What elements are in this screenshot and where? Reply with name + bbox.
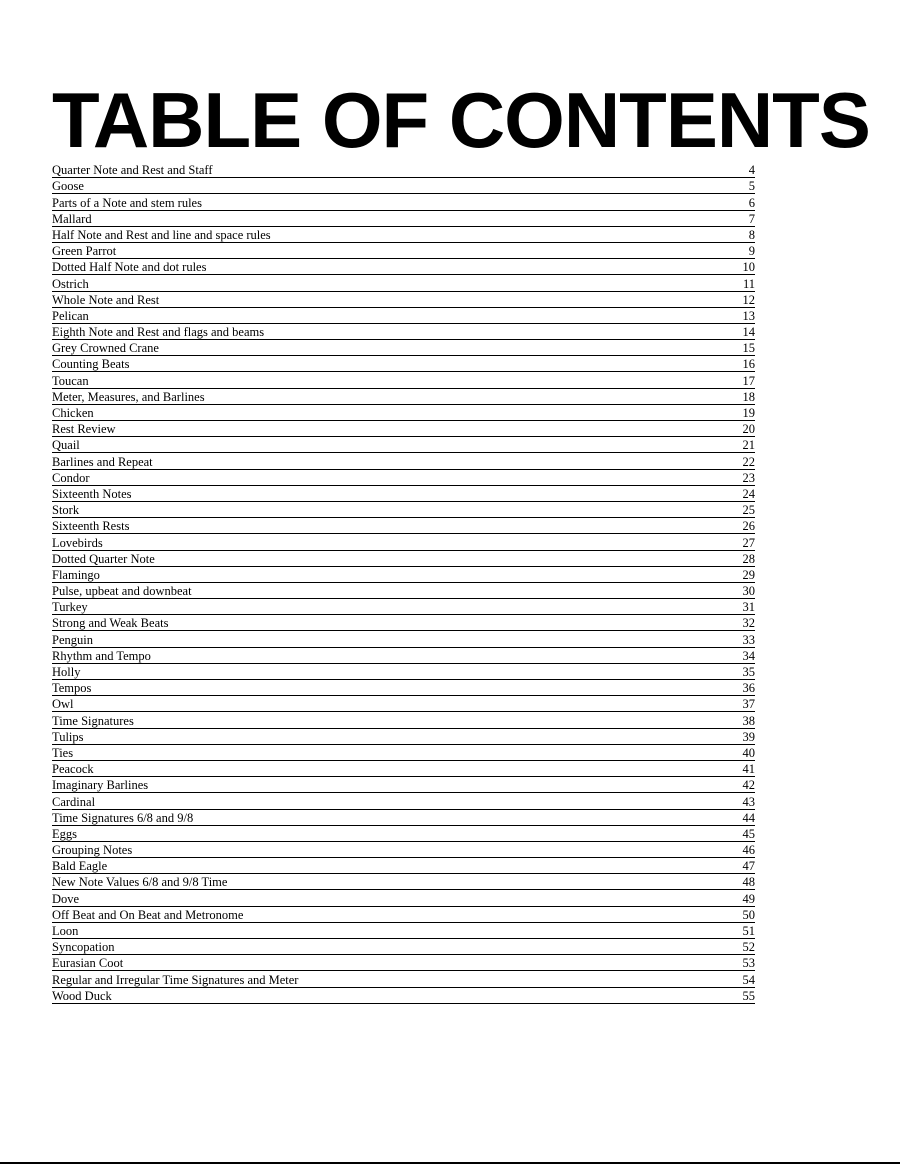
- toc-entry-label: Parts of a Note and stem rules: [52, 195, 202, 210]
- toc-entry[interactable]: [52, 988, 755, 1004]
- toc-entry[interactable]: [52, 680, 755, 696]
- toc-entry-page-number: 18: [742, 389, 755, 404]
- toc-entry-page-number: 25: [742, 503, 755, 518]
- toc-entry-label: Bald Eagle: [52, 859, 108, 874]
- toc-entry-page-number: 7: [748, 211, 755, 226]
- toc-entry-label: Cardinal: [52, 794, 96, 809]
- toc-entry-label: Grey Crowned Crane: [52, 341, 159, 356]
- toc-entry-page-number: 47: [742, 859, 755, 874]
- toc-entry[interactable]: [52, 923, 755, 939]
- toc-entry-label: Off Beat and On Beat and Metronome: [52, 907, 244, 922]
- toc-entry-page-number: 37: [742, 697, 755, 712]
- toc-entry-label: Pulse, upbeat and downbeat: [52, 584, 192, 599]
- toc-entry[interactable]: [52, 453, 755, 469]
- toc-entry-label: Half Note and Rest and line and space rules: [52, 227, 271, 242]
- toc-entry[interactable]: [52, 939, 755, 955]
- toc-entry-page-number: 55: [742, 988, 755, 1003]
- toc-entry-page-number: 11: [742, 276, 755, 291]
- toc-entry[interactable]: [52, 486, 755, 502]
- toc-entry-page-number: 50: [742, 907, 755, 922]
- toc-entry[interactable]: [52, 437, 755, 453]
- page-title: TABLE OF CONTENTS: [52, 76, 870, 164]
- toc-entry-label: Wood Duck: [52, 988, 112, 1003]
- toc-entry[interactable]: [52, 890, 755, 906]
- toc-entry-label: Peacock: [52, 762, 94, 777]
- toc-entry[interactable]: [52, 356, 755, 372]
- toc-entry-page-number: 39: [742, 729, 755, 744]
- toc-entry-page-number: 24: [742, 486, 755, 501]
- toc-entry-label: Stork: [52, 503, 80, 518]
- toc-entry-page-number: 22: [742, 454, 755, 469]
- toc-entry-page-number: 32: [742, 616, 755, 631]
- toc-entry[interactable]: [52, 907, 755, 923]
- toc-entry-label: Penguin: [52, 632, 93, 647]
- toc-entry-label: Strong and Weak Beats: [52, 616, 169, 631]
- toc-entry-label: Quail: [52, 438, 80, 453]
- toc-entry[interactable]: [52, 777, 755, 793]
- toc-entry-label: Toucan: [52, 373, 89, 388]
- toc-entry-label: Turkey: [52, 600, 88, 615]
- toc-entry[interactable]: [52, 308, 755, 324]
- toc-entry[interactable]: [52, 696, 755, 712]
- toc-entry-page-number: 16: [742, 357, 755, 372]
- toc-entry[interactable]: [52, 178, 755, 194]
- toc-entry-label: Regular and Irregular Time Signatures and Meter: [52, 972, 299, 987]
- toc-entry[interactable]: [52, 518, 755, 534]
- toc-entry-page-number: 31: [742, 600, 755, 615]
- toc-entry-label: Tulips: [52, 729, 84, 744]
- toc-entry[interactable]: [52, 615, 755, 631]
- toc-entry-label: Eggs: [52, 826, 77, 841]
- toc-entry-page-number: 36: [742, 681, 755, 696]
- toc-entry-page-number: 5: [748, 179, 755, 194]
- toc-entry[interactable]: [52, 534, 755, 550]
- toc-entry-page-number: 33: [742, 632, 755, 647]
- toc-entry[interactable]: [52, 648, 755, 664]
- toc-entry-page-number: 19: [742, 406, 755, 420]
- toc-entry-label: Lovebirds: [52, 535, 103, 550]
- toc-entry[interactable]: [52, 421, 755, 437]
- toc-entry-page-number: 12: [742, 292, 755, 307]
- toc-entry-label: Flamingo: [52, 567, 100, 582]
- toc-entry[interactable]: [52, 259, 755, 275]
- toc-list: [52, 162, 755, 1004]
- toc-entry-page-number: 43: [742, 794, 755, 809]
- toc-entry-label: Mallard: [52, 211, 92, 226]
- toc-entry[interactable]: [52, 275, 755, 291]
- toc-entry[interactable]: [52, 810, 755, 826]
- toc-entry-page-number: 6: [748, 195, 755, 210]
- toc-entry-page-number: 41: [742, 762, 755, 777]
- toc-entry[interactable]: [52, 502, 755, 518]
- toc-entry-page-number: 45: [742, 826, 755, 841]
- toc-entry-label: Rhythm and Tempo: [52, 648, 151, 663]
- toc-entry[interactable]: [52, 631, 755, 647]
- toc-entry-page-number: 4: [748, 163, 755, 178]
- toc-entry[interactable]: [52, 567, 755, 583]
- toc-entry[interactable]: [52, 470, 755, 486]
- toc-entry-label: Ostrich: [52, 276, 89, 291]
- toc-entry-page-number: 46: [742, 843, 755, 858]
- toc-entry[interactable]: [52, 729, 755, 745]
- toc-entry-label: Chicken: [52, 406, 94, 420]
- toc-entry-label: Time Signatures: [52, 713, 134, 728]
- toc-entry-page-number: 40: [742, 745, 755, 760]
- toc-entry-label: Rest Review: [52, 422, 116, 437]
- toc-entry[interactable]: [52, 227, 755, 243]
- toc-entry[interactable]: [52, 874, 755, 890]
- toc-entry-page-number: 28: [742, 551, 755, 566]
- toc-entry[interactable]: [52, 712, 755, 728]
- toc-entry-label: Imaginary Barlines: [52, 778, 149, 793]
- toc-entry[interactable]: [52, 583, 755, 599]
- toc-entry-page-number: 23: [742, 470, 755, 485]
- toc-entry-label: Pelican: [52, 308, 89, 323]
- toc-entry-page-number: 52: [742, 940, 755, 955]
- toc-entry-page-number: 29: [742, 567, 755, 582]
- toc-entry-label: Sixteenth Notes: [52, 486, 132, 501]
- toc-entry-label: Goose: [52, 179, 84, 194]
- toc-entry-label: Dove: [52, 891, 80, 906]
- toc-entry-page-number: 8: [748, 227, 755, 242]
- toc-entry-label: Time Signatures 6/8 and 9/8: [52, 810, 194, 825]
- toc-entry-page-number: 38: [742, 713, 755, 728]
- toc-entry-label: Quarter Note and Rest and Staff: [52, 163, 213, 178]
- toc-entry-page-number: 42: [742, 778, 755, 793]
- toc-entry-label: Barlines and Repeat: [52, 454, 153, 469]
- toc-entry[interactable]: [52, 211, 755, 227]
- toc-entry-page-number: 53: [742, 956, 755, 971]
- toc-entry[interactable]: [52, 842, 755, 858]
- toc-entry-page-number: 34: [742, 648, 755, 663]
- toc-entry-page-number: 26: [742, 519, 755, 534]
- toc-entry[interactable]: [52, 243, 755, 259]
- toc-entry-label: Owl: [52, 697, 74, 712]
- toc-entry[interactable]: [52, 858, 755, 874]
- toc-entry-page-number: 30: [742, 584, 755, 599]
- toc-entry-label: Grouping Notes: [52, 843, 133, 858]
- toc-entry-page-number: 10: [742, 260, 755, 275]
- toc-entry[interactable]: [52, 405, 755, 421]
- toc-entry[interactable]: [52, 971, 755, 987]
- toc-entry-label: Sixteenth Rests: [52, 519, 130, 534]
- toc-entry-label: Counting Beats: [52, 357, 130, 372]
- toc-entry-page-number: 15: [742, 341, 755, 356]
- toc-entry-page-number: 49: [742, 891, 755, 906]
- toc-entry[interactable]: [52, 826, 755, 842]
- toc-entry[interactable]: [52, 389, 755, 405]
- toc-entry-label: Loon: [52, 924, 79, 938]
- toc-entry-page-number: 20: [742, 422, 755, 437]
- toc-entry-page-number: 27: [742, 535, 755, 550]
- toc-entry-page-number: 21: [742, 438, 755, 453]
- toc-entry-page-number: 14: [742, 325, 755, 340]
- toc-entry-label: New Note Values 6/8 and 9/8 Time: [52, 875, 228, 890]
- toc-entry[interactable]: [52, 551, 755, 567]
- toc-entry-page-number: 17: [742, 373, 755, 388]
- toc-entry[interactable]: [52, 340, 755, 356]
- toc-entry-page-number: 35: [742, 665, 755, 679]
- toc-entry-label: Green Parrot: [52, 244, 117, 259]
- toc-entry[interactable]: [52, 599, 755, 615]
- toc-entry[interactable]: [52, 162, 755, 178]
- toc-entry-label: Meter, Measures, and Barlines: [52, 389, 205, 404]
- toc-entry-label: Ties: [52, 745, 74, 760]
- toc-entry[interactable]: [52, 761, 755, 777]
- toc-entry-label: Eighth Note and Rest and flags and beams: [52, 325, 265, 340]
- toc-entry-label: Tempos: [52, 681, 92, 696]
- toc-entry-label: Condor: [52, 470, 90, 485]
- toc-entry-label: Dotted Quarter Note: [52, 551, 155, 566]
- toc-entry[interactable]: [52, 324, 755, 340]
- toc-entry-page-number: 9: [748, 244, 755, 259]
- toc-entry[interactable]: [52, 793, 755, 809]
- toc-entry[interactable]: [52, 745, 755, 761]
- toc-entry-label: Dotted Half Note and dot rules: [52, 260, 207, 275]
- toc-entry-label: Syncopation: [52, 940, 115, 955]
- toc-entry-label: Eurasian Coot: [52, 956, 124, 971]
- toc-entry-label: Holly: [52, 665, 81, 679]
- toc-entry-page-number: 51: [742, 924, 755, 938]
- toc-entry[interactable]: [52, 664, 755, 680]
- toc-entry[interactable]: [52, 194, 755, 210]
- toc-entry[interactable]: [52, 292, 755, 308]
- toc-entry-page-number: 54: [742, 972, 755, 987]
- toc-entry[interactable]: [52, 955, 755, 971]
- toc-entry-page-number: 44: [742, 810, 755, 825]
- toc-entry-label: Whole Note and Rest: [52, 292, 160, 307]
- toc-entry[interactable]: [52, 372, 755, 388]
- toc-entry-page-number: 48: [742, 875, 755, 890]
- toc-entry-page-number: 13: [742, 308, 755, 323]
